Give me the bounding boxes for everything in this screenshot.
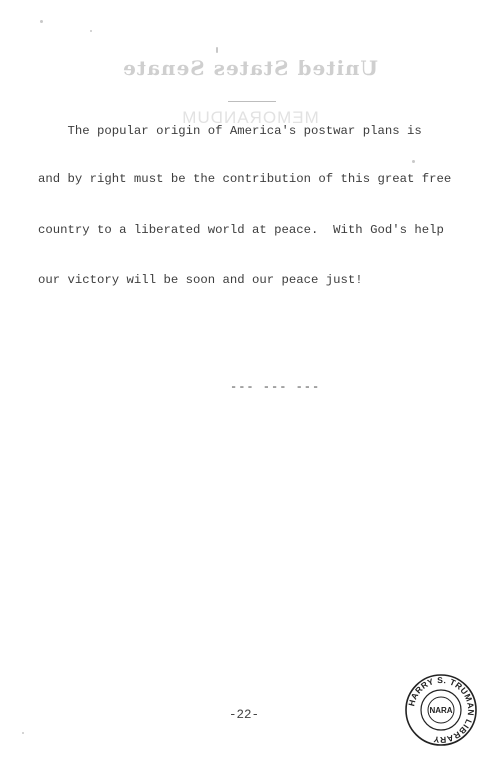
paper-speck bbox=[216, 47, 218, 53]
paper-speck bbox=[90, 30, 92, 32]
paper-speck bbox=[40, 20, 43, 23]
letterhead-rule bbox=[228, 101, 276, 102]
section-separator: --- --- --- bbox=[230, 380, 321, 394]
page-number: -22- bbox=[229, 708, 260, 722]
body-line-1: The popular origin of America's postwar plans is bbox=[38, 124, 422, 138]
letterhead-memorandum: MEMORANDUM bbox=[181, 108, 319, 127]
body-line-4: our victory will be soon and our peace just! bbox=[38, 273, 363, 287]
body-line-2: and by right must be the contribution of this great free bbox=[38, 172, 452, 186]
paper-speck bbox=[412, 160, 415, 163]
paper-speck bbox=[22, 732, 24, 734]
body-line-3: country to a liberated world at peace. With God's help bbox=[38, 223, 444, 237]
stamp-center-text: NARA bbox=[429, 706, 453, 715]
stamp-outer-text: HARRY S. TRUMAN LIBRARY bbox=[406, 674, 477, 746]
truman-library-stamp-icon bbox=[404, 673, 478, 747]
letterhead-senate-title: United States Senate bbox=[122, 56, 378, 80]
